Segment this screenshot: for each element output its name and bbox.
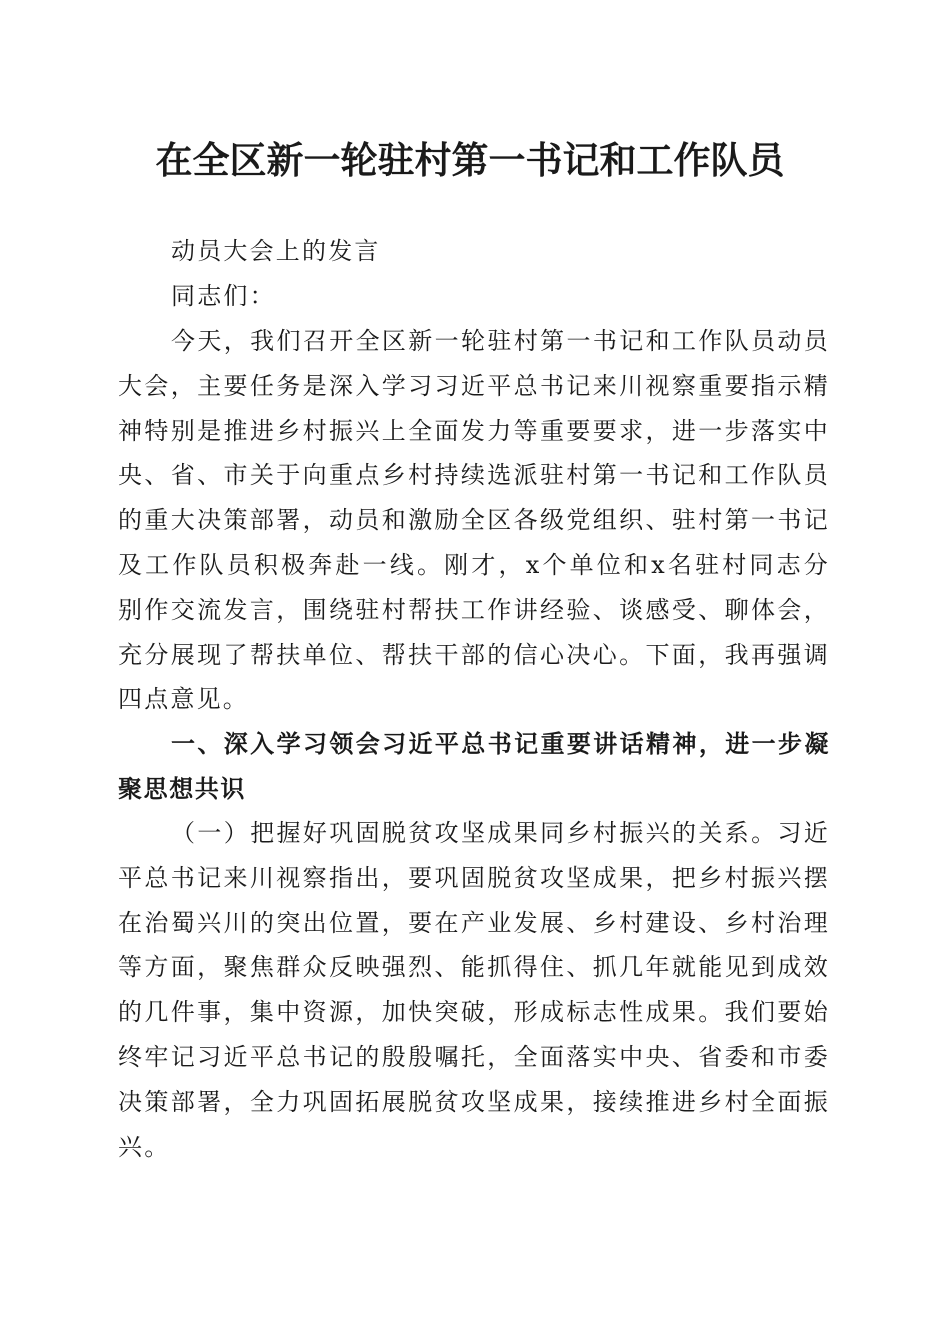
body-paragraph-intro: 今天，我们召开全区新一轮驻村第一书记和工作队员动员大会，主要任务是深入学习习近平总书记来川视察重要指示精神特别是推进乡村振兴上全面发力等重要要求，进一步落实中央、省、市关于向重点乡村持续选派驻村第一书记和工作队员的重大决策部署，动员和激励全区各级党组织、驻村第一书记及工作队员积极奔赴一线。刚才，x个单位和x名驻村同志分别作交流发言，围绕驻村帮扶工作讲经验、谈感受、聊体会，充分展现了帮扶单位、帮扶干部的信心决心。下面，我再强调四点意见。: [118, 327, 830, 714]
document-subtitle: 动员大会上的发言: [171, 237, 381, 265]
body-paragraph-subsection-1: （一）把握好巩固脱贫攻坚成果同乡村振兴的关系。习近平总书记来川视察指出，要巩固脱贫攻坚成果，把乡村振兴摆在治蜀兴川的突出位置，要在产业发展、乡村建设、乡村治理等方面，聚焦群众反映强烈、能抓得住、抓几年就能见到成效的几件事，集中资源，加快突破，形成标志性成果。我们要始终牢记习近平总书记的殷殷嘱托，全面落实中央、省委和市委决策部署，全力巩固拓展脱贫攻坚成果，接续推进乡村全面振兴。: [118, 819, 830, 1161]
document-title: 在全区新一轮驻村第一书记和工作队员: [155, 138, 785, 182]
section-heading-1: 一、深入学习领会习近平总书记重要讲话精神，进一步凝聚思想共识: [118, 730, 830, 803]
salutation: 同志们：: [171, 282, 276, 310]
